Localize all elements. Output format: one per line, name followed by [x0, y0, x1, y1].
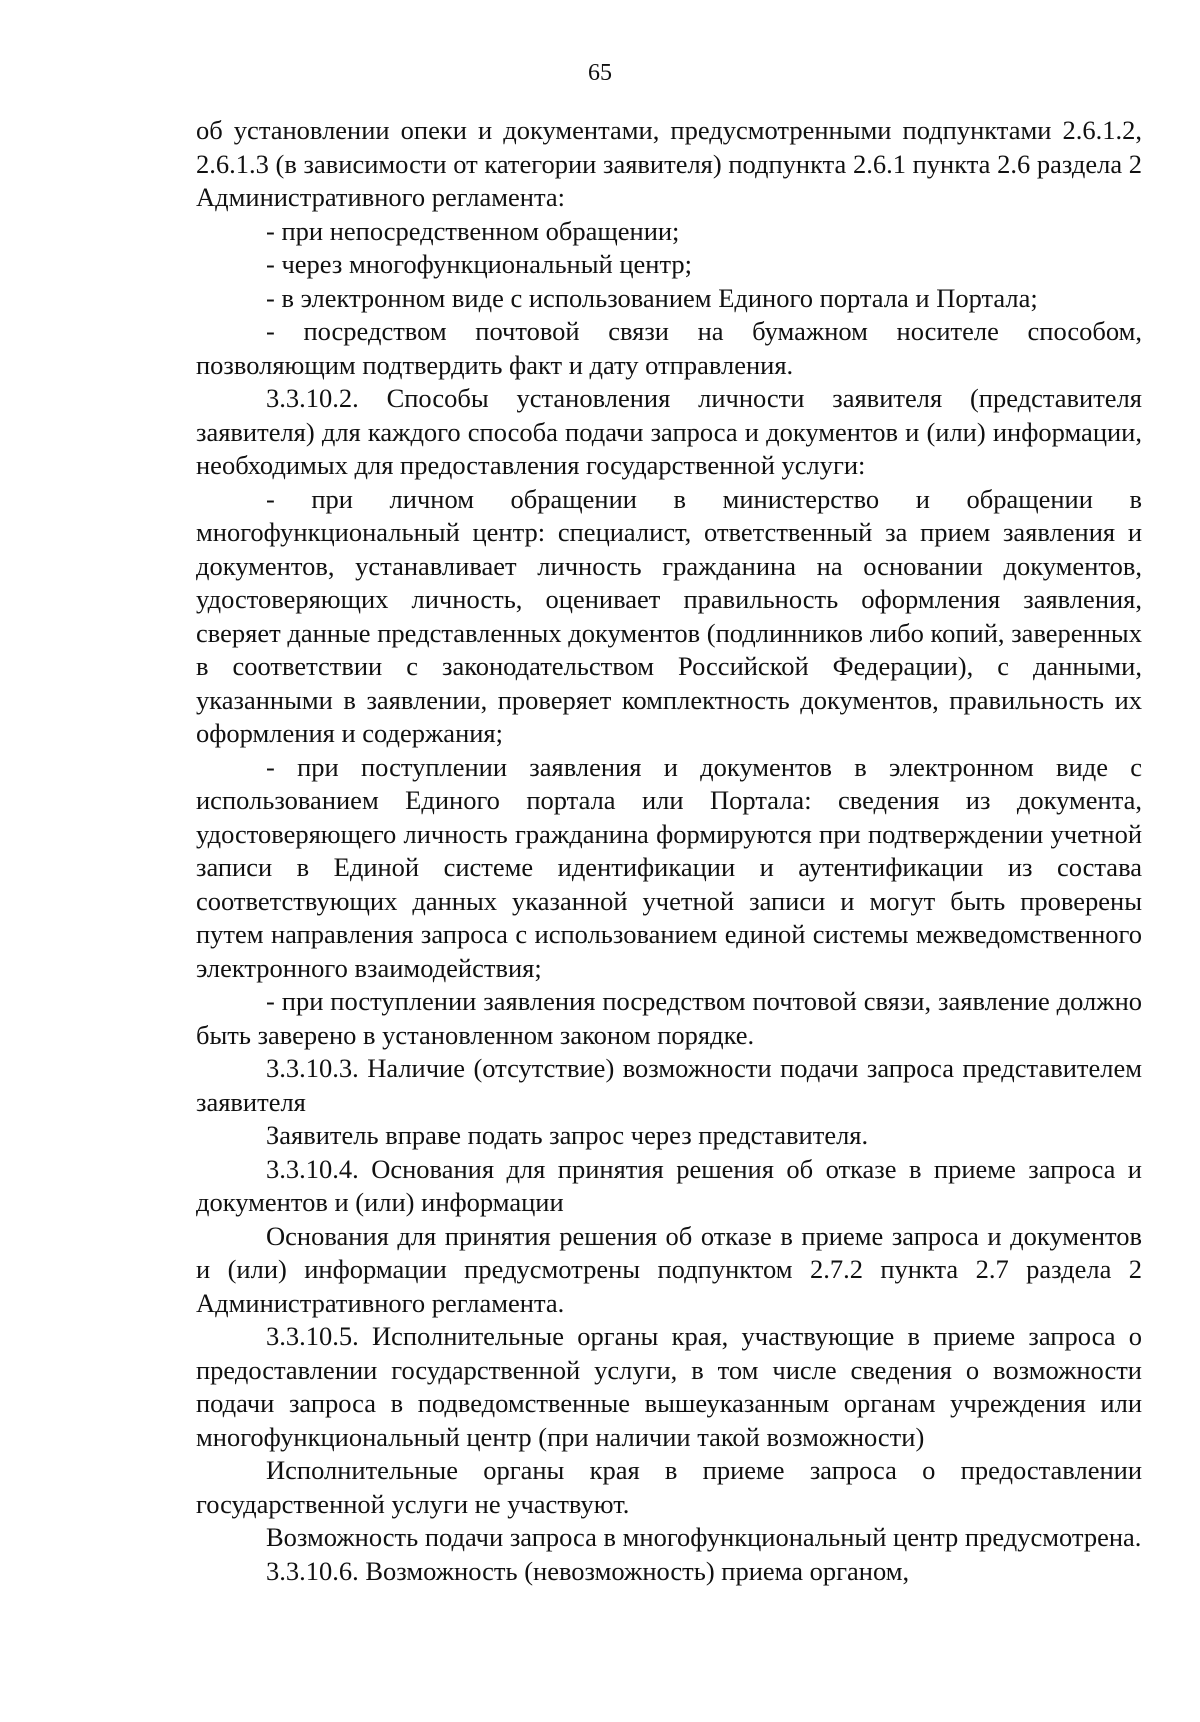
list-item: - через многофункциональный центр; [266, 249, 692, 279]
paragraph: Заявитель вправе подать запрос через представителя. [266, 1120, 869, 1150]
section-heading: 3.3.10.3. Наличие (отсутствие) возможности подачи запроса представителем заявителя [196, 1053, 1142, 1117]
list-item: - при поступлении заявления и документов в электронном виде с использованием Единого портала или Портала: сведения из документа, удостоверяющего личность гражданина формируются при подтверждении учетной записи в Единой системе идентификации и аутентификации из состава соответствующих данных указанной учетной записи и могут быть проверены путем направления запроса с использованием единой системы межведомственного электронного взаимодействия; [196, 751, 1142, 983]
paragraph: 3.3.10.2. Способы установления личности заявителя (представителя заявителя) для каждого способа подачи запроса и документов и (или) информации, необходимых для предоставления государственной услуги: [196, 383, 1142, 480]
section-heading: 3.3.10.5. Исполнительные органы края, участвующие в приеме запроса о предоставлении государственной услуги, в том числе сведения о возможности подачи запроса в подведомственные вышеуказанным органам учреждения или многофункциональный центр (при наличии такой возможности) [196, 1321, 1142, 1452]
page-number: 65 [588, 60, 612, 86]
list-item: - при поступлении заявления посредством почтовой связи, заявление должно быть заверено в установленном законом порядке. [196, 986, 1142, 1050]
paragraph: об установлении опеки и документами, предусмотренными подпунктами 2.6.1.2, 2.6.1.3 (в зависимости от категории заявителя) подпункта 2.6.1 пункта 2.6 раздела 2 Административного регламента: [196, 115, 1142, 212]
section-heading: 3.3.10.4. Основания для принятия решения об отказе в приеме запроса и документов и (или) информации [196, 1153, 1142, 1217]
list-item: - при непосредственном обращении; [266, 215, 680, 246]
paragraph: Основания для принятия решения об отказе в приеме запроса и документов и (или) информации предусмотрены подпунктом 2.7.2 пункта 2.7 раздела 2 Административного регламента. [196, 1220, 1142, 1318]
list-item: - при личном обращении в министерство и обращении в многофункциональный центр: специалист, ответственный за прием заявления и документов, устанавливает личность гражданина на основании документов, удостоверяющих личность, оценивает правильность оформления заявления, сверяет данные представленных документов (подлинников либо копий, заверенных в соответствии с законодательством Российской Федерации), с данными, указанными в заявлении, проверяет комплектность документов, правильность их оформления и содержания; [196, 483, 1142, 748]
document-body [196, 114, 1142, 1588]
list-item: - посредством почтовой связи на бумажном носителе способом, позволяющим подтвердить факт и дату отправления. [196, 316, 1142, 380]
paragraph: Возможность подачи запроса в многофункциональный центр предусмотрена. [266, 1522, 1142, 1552]
paragraph: Исполнительные органы края в приеме запроса о предоставлении государственной услуги не участвуют. [196, 1455, 1142, 1519]
section-heading: 3.3.10.6. Возможность (невозможность) приема органом, [266, 1555, 910, 1586]
list-item: - в электронном виде с использованием Единого портала и Портала; [266, 282, 1038, 313]
